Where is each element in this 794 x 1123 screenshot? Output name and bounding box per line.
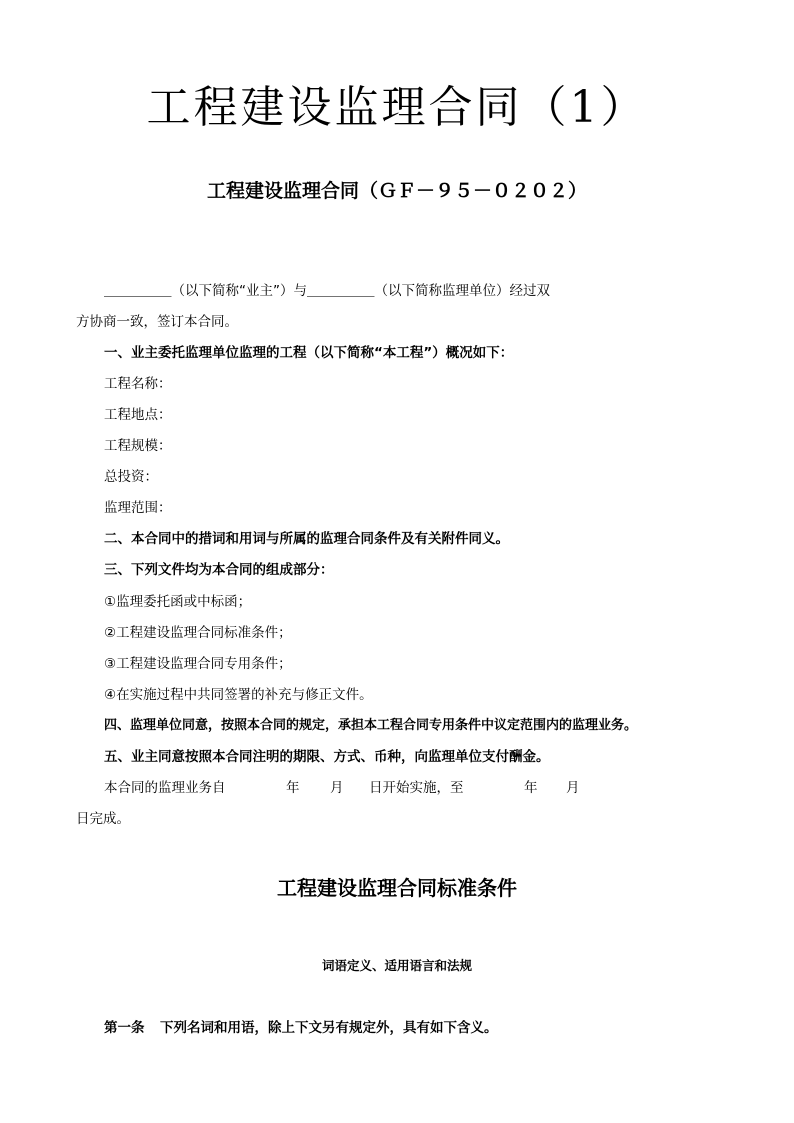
document-item-1: ①监理委托函或中标函； (104, 594, 252, 610)
period-year-1: 年 (286, 780, 300, 796)
project-scale-label: 工程规模： (104, 438, 172, 454)
article-1-label: 第一条 (104, 1020, 145, 1036)
intro-line-1: ＿＿＿＿＿（以下简称“业主”）与＿＿＿＿＿（以下简称监理单位）经过双 (104, 283, 550, 299)
section-5: 五、业主同意按照本合同注明的期限、方式、币种，向监理单位支付酬金。 (104, 749, 550, 765)
standard-conditions-title: 工程建设监理合同标准条件 (277, 876, 517, 900)
chapter-title: 词语定义、适用语言和法规 (321, 958, 472, 973)
period-month-1: 月 (330, 780, 344, 796)
period-line-2: 日完成。 (76, 811, 130, 827)
period-month-2: 月 (566, 780, 580, 796)
intro-line-2: 方协商一致，签订本合同。 (76, 314, 238, 330)
period-year-2: 年 (524, 780, 538, 796)
supervision-scope-label: 监理范围： (104, 500, 172, 516)
period-text-mid: 日开始实施，至 (369, 780, 464, 796)
contract-subtitle: 工程建设监理合同（ＧＦ－９５－０２０２） (206, 180, 587, 202)
section-2: 二、本合同中的措词和用词与所属的监理合同条件及有关附件同义。 (104, 531, 509, 547)
section-4: 四、监理单位同意，按照本合同的规定，承担本工程合同专用条件中议定范围内的监理业务。 (104, 718, 638, 733)
project-location-label: 工程地点： (104, 407, 172, 423)
section-3-heading: 三、下列文件均为本合同的组成部分： (104, 562, 334, 578)
document-item-2: ②工程建设监理合同标准条件； (104, 625, 292, 641)
article-1-text: 下列名词和用语，除上下文另有规定外，具有如下含义。 (160, 1020, 498, 1036)
total-investment-label: 总投资： (104, 469, 158, 485)
period-text-start: 本合同的监理业务自 (104, 780, 226, 796)
section-1-heading: 一、业主委托监理单位监理的工程（以下简称“本工程”）概况如下： (104, 345, 514, 361)
project-name-label: 工程名称： (104, 376, 172, 392)
document-item-3: ③工程建设监理合同专用条件； (104, 656, 292, 672)
document-title: 工程建设监理合同（1） (146, 82, 648, 133)
document-item-4: ④在实施过程中共同签署的补充与修正文件。 (104, 687, 373, 703)
